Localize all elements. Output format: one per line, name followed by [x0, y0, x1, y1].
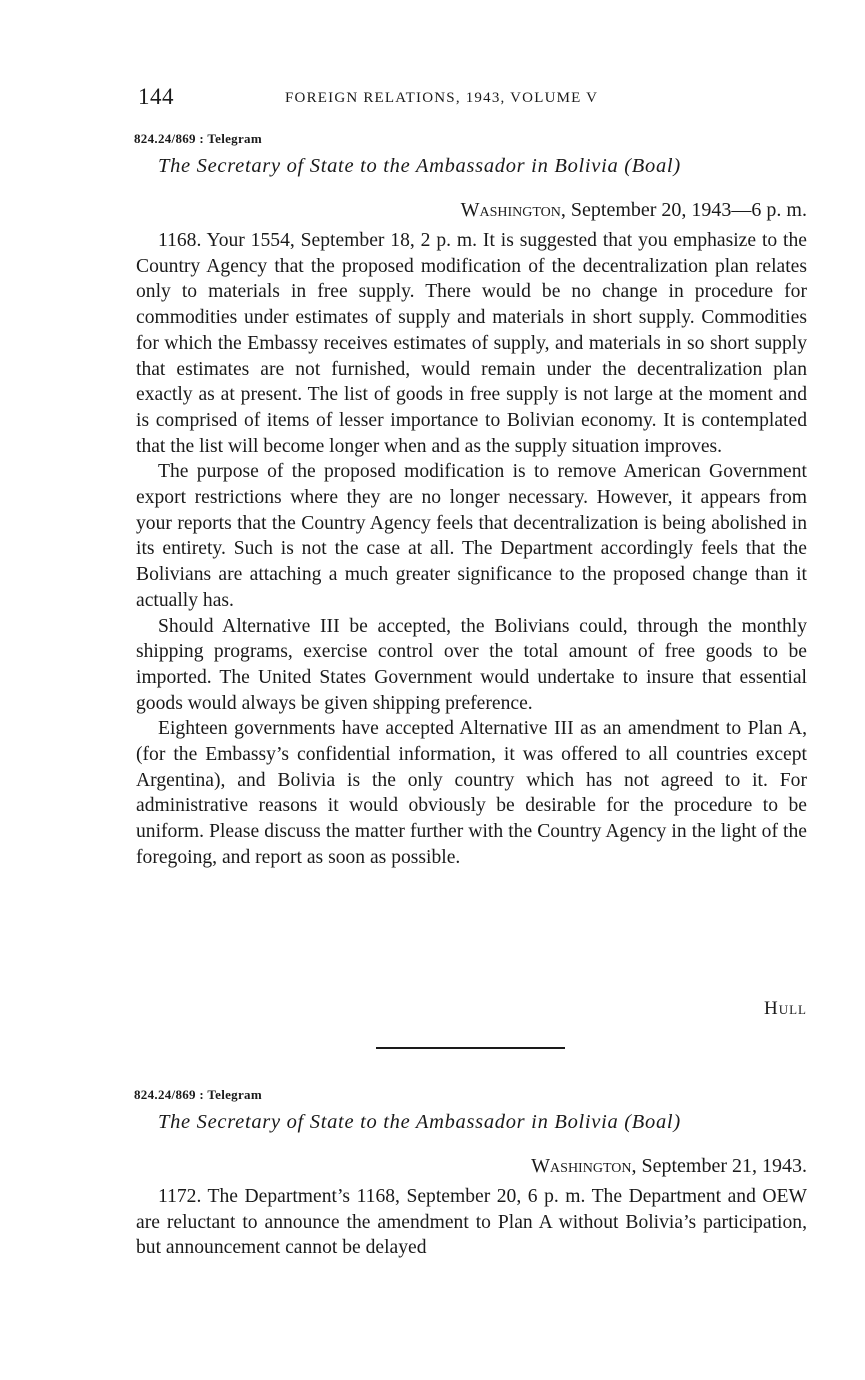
telegram-body — [136, 1184, 807, 1261]
paragraph: 1172. The Department’s 1168, September 20, 6 p. m. The Department and OEW are reluctant to announce the amendment to Plan A without Bolivia’s participation, but announcement cannot be delayed — [136, 1186, 807, 1259]
page-header — [138, 84, 808, 116]
dateline — [461, 199, 807, 222]
paragraph: Eighteen governments have accepted Alternative III as an amendment to Plan A, (for the Embassy’s confidential information, it was offered to all countries except Argentina), and Bolivia is the only country which has not agreed to it. For administrative reasons it would obviously be desirable for the procedure to be uniform. Please discuss the matter further with the Country Agency in the light of the foregoing, and report as soon as possible. — [136, 718, 807, 868]
dateline-date: , September 21, 1943. — [631, 1155, 807, 1177]
dateline-place: Washington — [531, 1155, 632, 1177]
paragraph: Should Alternative III be accepted, the Bolivians could, through the monthly shipping programs, exercise control over the total amount of free goods to be imported. The United States Government would undertake to insure that essential goods would always be given shipping preference. — [136, 615, 807, 714]
document-reference: 824.24/869 : Telegram — [134, 131, 262, 146]
paragraph: The purpose of the proposed modification is to remove American Government export restrictions where they are no longer necessary. However, it appears from your reports that the Country Agency feels that decentralization is being abolished in its entirety. Such is not the case at all. The Department accordingly feels that the Bolivians are attaching a much greater significance to the proposed change than it actually has. — [136, 461, 807, 611]
dateline — [531, 1155, 807, 1178]
document-heading: The Secretary of State to the Ambassador in Bolivia (Boal) — [158, 1111, 681, 1133]
paragraph: 1168. Your 1554, September 18, 2 p. m. It is suggested that you emphasize to the Country Agency that the proposed modification of the decentralization plan relates only to materials in free supply. There would be no change in procedure for commodities under estimates of supply and materials in short supply. Commodities for which the Embassy receives estimates of supply, and materials in so short supply that estimates are not furnished, would remain under the decentralization plan exactly as at present. The list of goods in free supply is not large at the moment and is comprised of items of lesser importance to Bolivian economy. It is contemplated that the list will become longer when and as the supply situation improves. — [136, 230, 807, 457]
dateline-date: , September 20, 1943—6 p. m. — [560, 199, 807, 221]
running-title: FOREIGN RELATIONS, 1943, VOLUME V — [285, 90, 599, 106]
document-heading: The Secretary of State to the Ambassador in Bolivia (Boal) — [158, 155, 681, 177]
page-number: 144 — [138, 84, 174, 109]
dateline-place: Washington — [460, 199, 561, 221]
signature: Hull — [764, 998, 807, 1019]
telegram-body — [136, 228, 807, 871]
document-reference: 824.24/869 : Telegram — [134, 1087, 262, 1102]
section-divider — [376, 1047, 565, 1049]
